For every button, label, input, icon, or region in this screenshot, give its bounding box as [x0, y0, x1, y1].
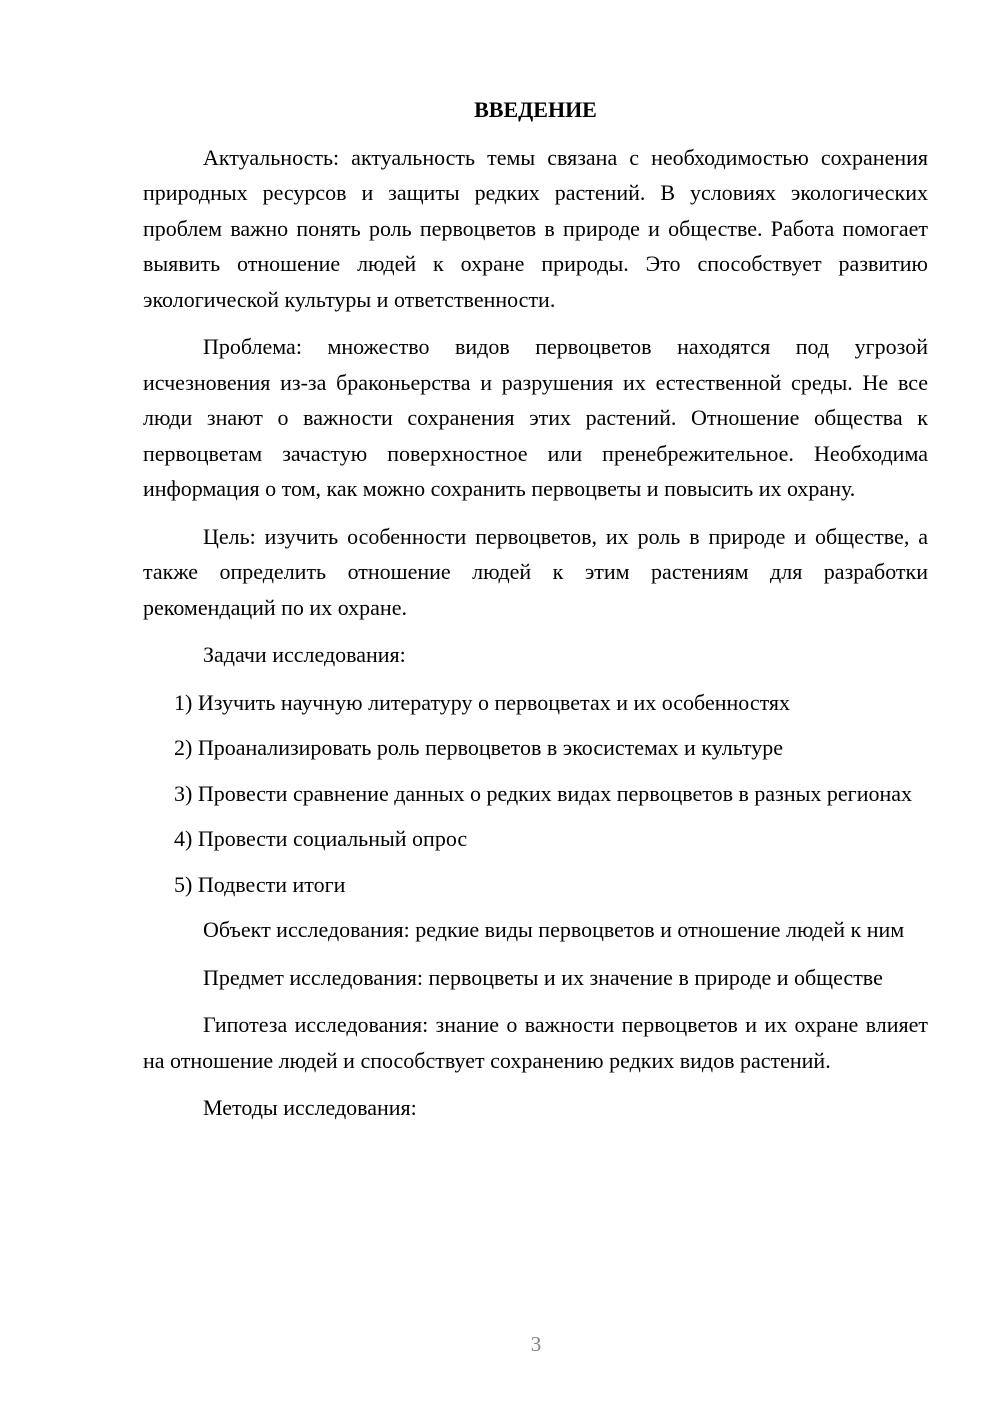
- problem-paragraph: Проблема: множество видов первоцветов находятся под угрозой исчезновения из-за браконьерства и разрушения их естественной среды. Не все люди знают о важности сохранения этих растений. Отношение общества к первоцветам зачастую поверхностное или пренебрежительное. Необходима информация о том, как можно сохранить первоцветы и повысить их охрану.: [143, 334, 928, 501]
- hypothesis-paragraph: Гипотеза исследования: знание о важности первоцветов и их охране влияет на отношение людей и способствует сохранению редких видов растений.: [143, 1012, 928, 1073]
- task-item: 4) Провести социальный опрос: [174, 826, 468, 851]
- task-item: 5) Подвести итоги: [174, 871, 346, 897]
- object-paragraph: Объект исследования: редкие виды первоцветов и отношение людей к ним: [203, 917, 905, 942]
- methods-heading: Методы исследования:: [203, 1095, 417, 1120]
- tasks-heading: Задачи исследования:: [203, 642, 406, 667]
- task-item: 3) Провести сравнение данных о редких видах первоцветов в разных регионах: [174, 780, 913, 806]
- page-number: 3: [530, 1332, 542, 1356]
- task-item: 2) Проанализировать роль первоцветов в экосистемах и культуре: [174, 735, 783, 760]
- subject-paragraph: Предмет исследования: первоцветы и их значение в природе и обществе: [203, 964, 883, 990]
- relevance-paragraph: Актуальность: актуальность темы связана с необходимостью сохранения природных ресурсов и защиты редких растений. В условиях экологических проблем важно понять роль первоцветов в природе и обществе. Работа помогает выявить отношение людей к охране природы. Это способствует развитию экологической культуры и ответственности.: [143, 144, 928, 312]
- section-title: ВВЕДЕНИЕ: [474, 97, 597, 122]
- tasks-list: [143, 685, 928, 903]
- goal-paragraph: Цель: изучить особенности первоцветов, их роль в природе и обществе, а также определить отношение людей к этим растениям для разработки рекомендаций по их охране.: [143, 523, 928, 620]
- task-item: 1) Изучить научную литературу о первоцветах и их особенностях: [174, 689, 791, 715]
- document-page: [143, 92, 928, 1138]
